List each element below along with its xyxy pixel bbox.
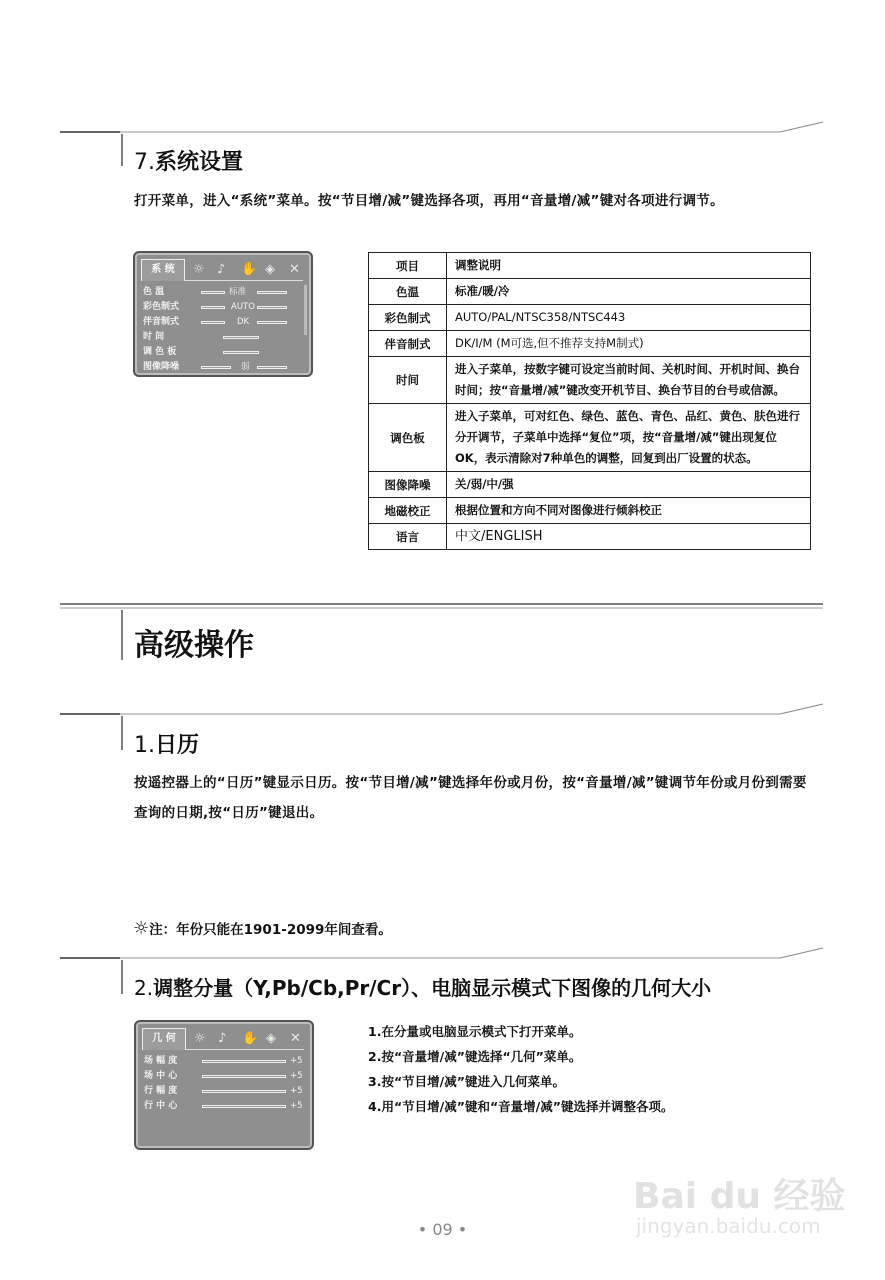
osd-row-color-temp: 色 温 标准 [143, 285, 303, 300]
tools-icon: ✕ [289, 262, 300, 277]
step-3: 3.按“节目增/减”键进入几何菜单。 [368, 1074, 565, 1089]
speaker-icon: ◈ [266, 1031, 276, 1046]
light-bulb-icon: ☼ [133, 918, 150, 939]
osd-bar [257, 366, 287, 369]
osd-slider [202, 1075, 286, 1078]
osd-row-h-center: 行 中 心 +5 [144, 1101, 303, 1111]
table-header-row [369, 253, 811, 279]
music-icon: ♪ [218, 1031, 227, 1046]
section-1-title [134, 728, 199, 759]
table-row: 调色板 进入子菜单，可对红色、绿色、蓝色、青色、品红、黄色、肤色进行分开调节，子菜单中选择“复位”项，按“音量增/减”键出现复位OK，表示清除对7种单色的调整，回复到出厂设置的状态。 [369, 404, 811, 472]
osd-bar [257, 321, 287, 324]
osd-row-palette: 调 色 板 [143, 345, 303, 360]
speaker-icon: ◈ [265, 262, 275, 277]
table-row: 图像降噪 关/弱/中/强 [369, 472, 811, 498]
section-2-title-text: 调整分量（Y,Pb/Cb,Pr/Cr）、电脑显示模式下图像的几何大小 [153, 976, 712, 1000]
osd-bar [201, 306, 225, 309]
chapter-rule [0, 598, 885, 662]
osd-row-color-system: 彩色制式 AUTO [143, 300, 303, 315]
osd-bar [223, 351, 259, 354]
hand-icon: ✋ [241, 262, 258, 277]
section-7-title [134, 145, 243, 176]
table-row: 地磁校正 根据位置和方向不同对图像进行倾斜校正 [369, 498, 811, 524]
osd-slider [202, 1060, 286, 1063]
chapter-title: 高级操作 [134, 628, 254, 663]
osd-slider [202, 1090, 286, 1093]
sun-icon: ☼ [194, 1031, 206, 1046]
osd-tab-geometry: 几 何 [142, 1028, 186, 1050]
osd-row-time: 时 间 [143, 330, 303, 345]
music-icon: ♪ [217, 262, 226, 277]
osd-scrollbar [304, 285, 307, 335]
osd-tab-bar [142, 1028, 304, 1050]
osd-system-menu [133, 251, 313, 377]
step-2: 2.按“音量增/减”键选择“几何”菜单。 [368, 1049, 582, 1064]
table-row: 伴音制式 DK/I/M (M可选,但不推荐支持M制式) [369, 331, 811, 357]
section-2-number: 2. [134, 976, 154, 1000]
table-row: 彩色制式 AUTO/PAL/NTSC358/NTSC443 [369, 305, 811, 331]
osd-row-sound-system: 伴音制式 DK [143, 315, 303, 330]
osd-tab-bar [141, 259, 303, 281]
table-header-desc: 调整说明 [447, 253, 811, 279]
osd-row-noise-reduction: 图像降噪 弱 [143, 360, 303, 375]
calendar-note: ☼注：年份只能在1901-2099年间查看。 [133, 918, 392, 939]
osd-row-h-size: 行 幅 度 +5 [144, 1086, 303, 1096]
osd-bar [201, 321, 225, 324]
section-1-text: 按遥控器上的“日历”键显示日历。按“节目增/减”键选择年份或月份，按“音量增/减”键调节年份或月份到需要查询的日期,按“日历”键退出。 [134, 775, 807, 821]
baidu-watermark-url: jingyan.baidu.com [636, 1214, 821, 1238]
section-1-title-text: 日历 [155, 733, 200, 758]
settings-table [368, 252, 811, 550]
page-number: • 09 • [417, 1220, 468, 1239]
section-7-number: 7. [134, 150, 155, 175]
section-7-title-text: 系统设置 [155, 150, 244, 175]
table-row: 语言 中文/ENGLISH [369, 524, 811, 550]
osd-tab-system: 系 统 [141, 259, 185, 281]
table-row: 色温 标准/暖/冷 [369, 279, 811, 305]
table-row: 时间 进入子菜单，按数字键可设定当前时间、关机时间、开机时间、换台时间；按“音量增/减”键改变开机节目、换台节目的台号或信源。 [369, 357, 811, 404]
step-1: 1.在分量或电脑显示模式下打开菜单。 [368, 1024, 582, 1039]
hand-icon: ✋ [242, 1031, 259, 1046]
osd-bar [223, 336, 259, 339]
baidu-watermark-logo: Bai du 经验 [633, 1176, 846, 1217]
osd-bar [257, 291, 287, 294]
step-4: 4.用“节目增/减”键和“音量增/减”键选择并调整各项。 [368, 1099, 674, 1114]
section-1-number: 1. [134, 733, 155, 758]
section-7-rule [0, 118, 885, 168]
osd-bar [201, 366, 231, 369]
section-1-rule [0, 700, 885, 752]
table-header-item: 项目 [369, 253, 447, 279]
section-2-title [134, 972, 711, 1001]
osd-geometry-menu [134, 1020, 314, 1150]
osd-bar [201, 291, 225, 294]
section-7-intro: 打开菜单，进入“系统”菜单。按“节目增/减”键选择各项，再用“音量增/减”键对各项进行调节。 [134, 193, 724, 209]
osd-row-v-size: 场 幅 度 +5 [144, 1056, 303, 1066]
sun-icon: ☼ [193, 262, 205, 277]
osd-row-v-center: 场 中 心 +5 [144, 1071, 303, 1081]
osd-bar [257, 306, 287, 309]
tools-icon: ✕ [290, 1031, 301, 1046]
osd-slider [202, 1105, 286, 1108]
